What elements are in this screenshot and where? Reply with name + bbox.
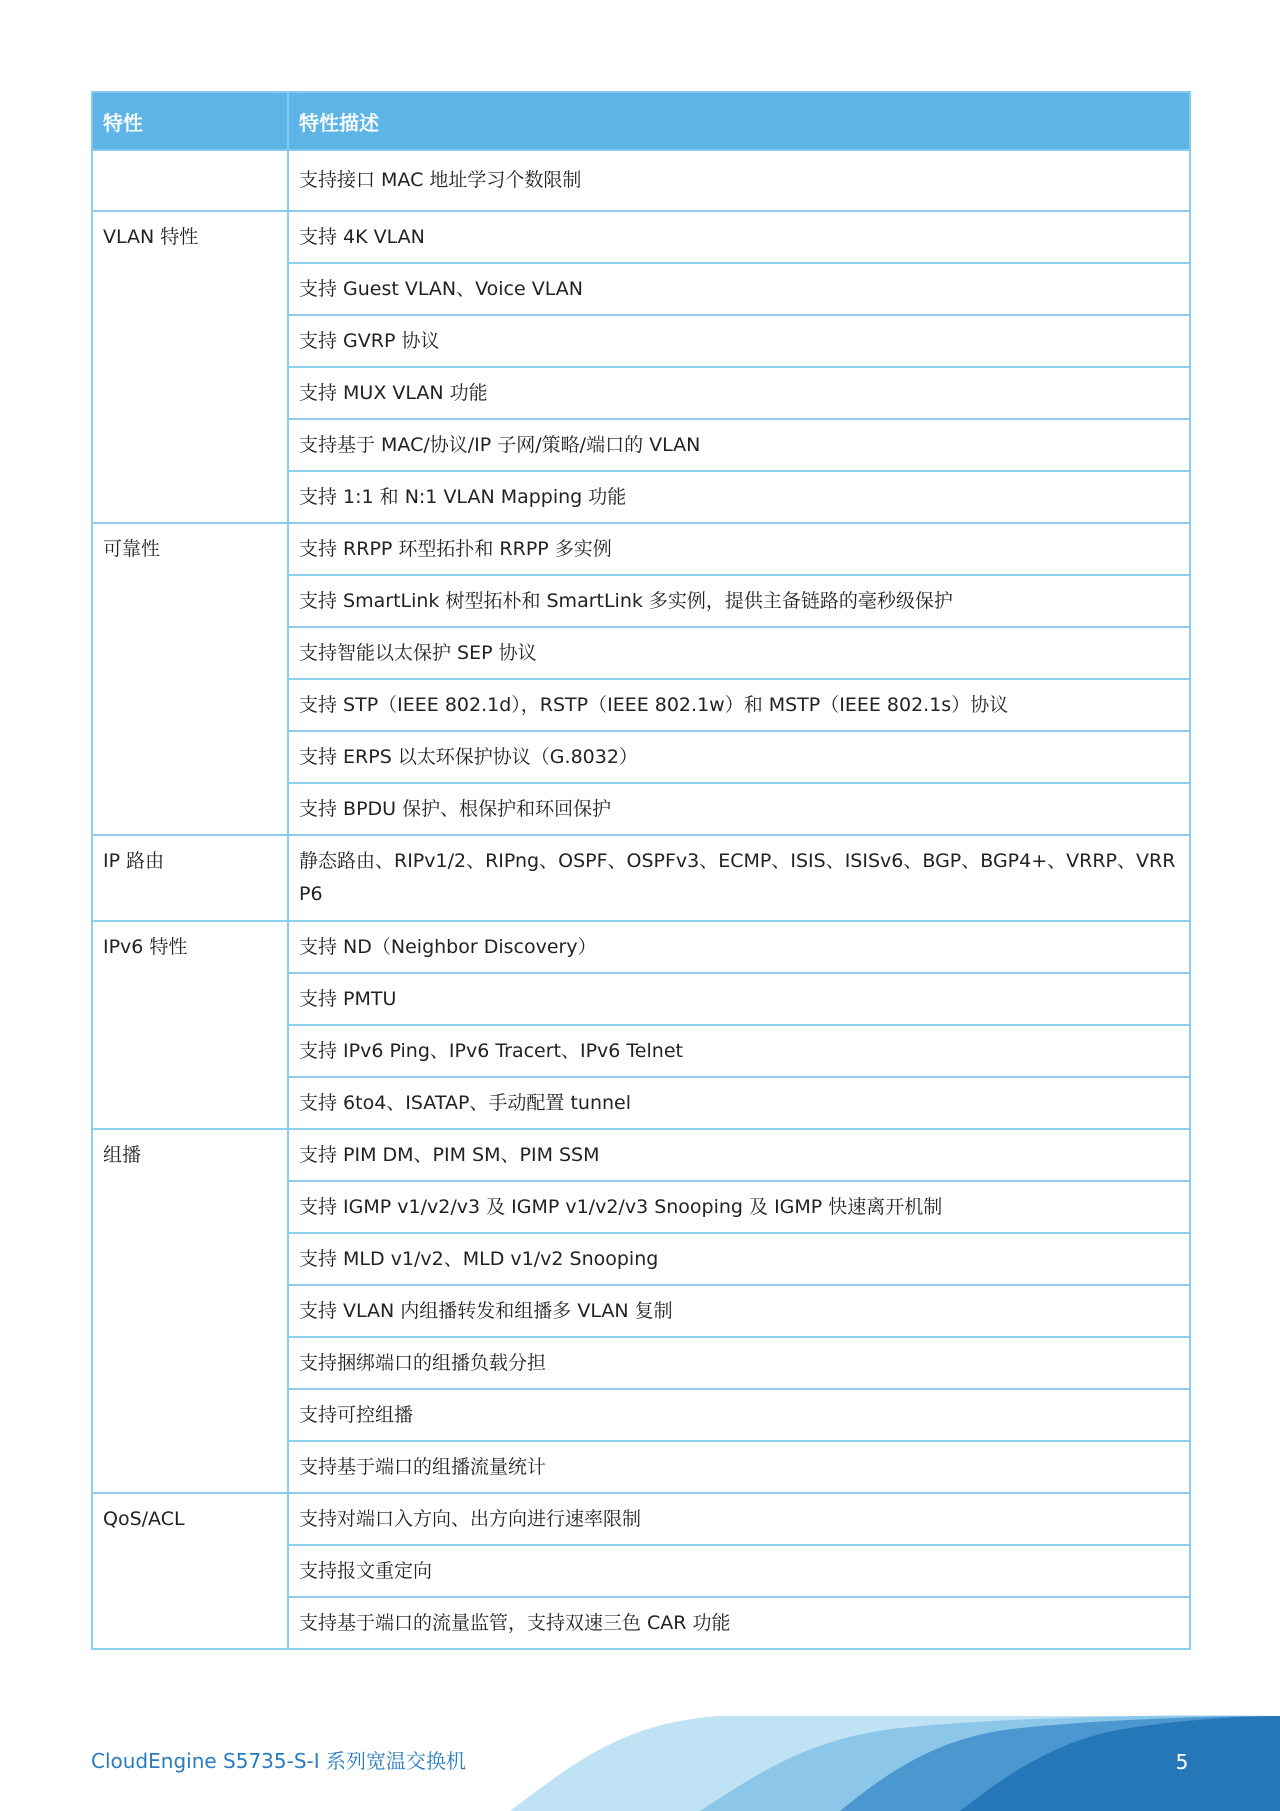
feature-description-cell: 支持报文重定向	[288, 1545, 1190, 1597]
feature-description-cell: 支持基于端口的组播流量统计	[288, 1441, 1190, 1493]
table-row	[92, 150, 1190, 211]
feature-description-cell: 静态路由、RIPv1/2、RIPng、OSPF、OSPFv3、ECMP、ISIS、ISISv6、BGP、BGP4+、VRRP、VRRP6	[288, 835, 1190, 921]
feature-description-cell: 支持基于端口的流量监管，支持双速三色 CAR 功能	[288, 1597, 1190, 1649]
page-number: 5	[1175, 1750, 1189, 1774]
table-row	[92, 1129, 1190, 1181]
feature-description-cell: 支持对端口入方向、出方向进行速率限制	[288, 1493, 1190, 1545]
feature-spec-table	[91, 91, 1191, 1650]
feature-description-cell: 支持 4K VLAN	[288, 211, 1190, 263]
feature-description-cell: 支持 RRPP 环型拓扑和 RRPP 多实例	[288, 523, 1190, 575]
feature-description-cell: 支持 IPv6 Ping、IPv6 Tracert、IPv6 Telnet	[288, 1025, 1190, 1077]
feature-category-cell: IPv6 特性	[92, 921, 288, 1129]
feature-description-cell: 支持 IGMP v1/v2/v3 及 IGMP v1/v2/v3 Snooping 及 IGMP 快速离开机制	[288, 1181, 1190, 1233]
feature-description-cell: 支持可控组播	[288, 1389, 1190, 1441]
table-body	[92, 150, 1190, 1649]
feature-description-cell: 支持 1:1 和 N:1 VLAN Mapping 功能	[288, 471, 1190, 523]
feature-category-cell	[92, 150, 288, 211]
table-row	[92, 1493, 1190, 1545]
feature-description-cell: 支持 BPDU 保护、根保护和环回保护	[288, 783, 1190, 835]
feature-description-cell: 支持 SmartLink 树型拓朴和 SmartLink 多实例，提供主备链路的毫秒级保护	[288, 575, 1190, 627]
table-row	[92, 835, 1190, 921]
feature-description-cell: 支持 PMTU	[288, 973, 1190, 1025]
feature-category-cell: 组播	[92, 1129, 288, 1493]
feature-description-cell: 支持 VLAN 内组播转发和组播多 VLAN 复制	[288, 1285, 1190, 1337]
table-row	[92, 211, 1190, 263]
feature-category-cell: IP 路由	[92, 835, 288, 921]
table-header-row	[92, 92, 1190, 150]
table-row	[92, 921, 1190, 973]
feature-description-cell: 支持 STP（IEEE 802.1d），RSTP（IEEE 802.1w）和 MSTP（IEEE 802.1s）协议	[288, 679, 1190, 731]
feature-description-cell: 支持 PIM DM、PIM SM、PIM SSM	[288, 1129, 1190, 1181]
feature-description-cell: 支持 ERPS 以太环保护协议（G.8032）	[288, 731, 1190, 783]
feature-column-header: 特性	[92, 92, 288, 150]
footer-product-title: CloudEngine S5735-S-I 系列宽温交换机	[91, 1749, 467, 1773]
feature-description-cell: 支持 6to4、ISATAP、手动配置 tunnel	[288, 1077, 1190, 1129]
feature-description-cell: 支持 ND（Neighbor Discovery）	[288, 921, 1190, 973]
feature-category-cell: VLAN 特性	[92, 211, 288, 523]
feature-description-cell: 支持 MLD v1/v2、MLD v1/v2 Snooping	[288, 1233, 1190, 1285]
feature-description-cell: 支持 MUX VLAN 功能	[288, 367, 1190, 419]
feature-description-cell: 支持 Guest VLAN、Voice VLAN	[288, 263, 1190, 315]
feature-description-cell: 支持 GVRP 协议	[288, 315, 1190, 367]
feature-description-cell: 支持接口 MAC 地址学习个数限制	[288, 150, 1190, 211]
feature-category-cell: 可靠性	[92, 523, 288, 835]
description-column-header: 特性描述	[288, 92, 1190, 150]
feature-description-cell: 支持智能以太保护 SEP 协议	[288, 627, 1190, 679]
table-row	[92, 523, 1190, 575]
feature-description-cell: 支持基于 MAC/协议/IP 子网/策略/端口的 VLAN	[288, 419, 1190, 471]
feature-description-cell: 支持捆绑端口的组播负载分担	[288, 1337, 1190, 1389]
table-header	[92, 92, 1190, 150]
feature-category-cell: QoS/ACL	[92, 1493, 288, 1649]
